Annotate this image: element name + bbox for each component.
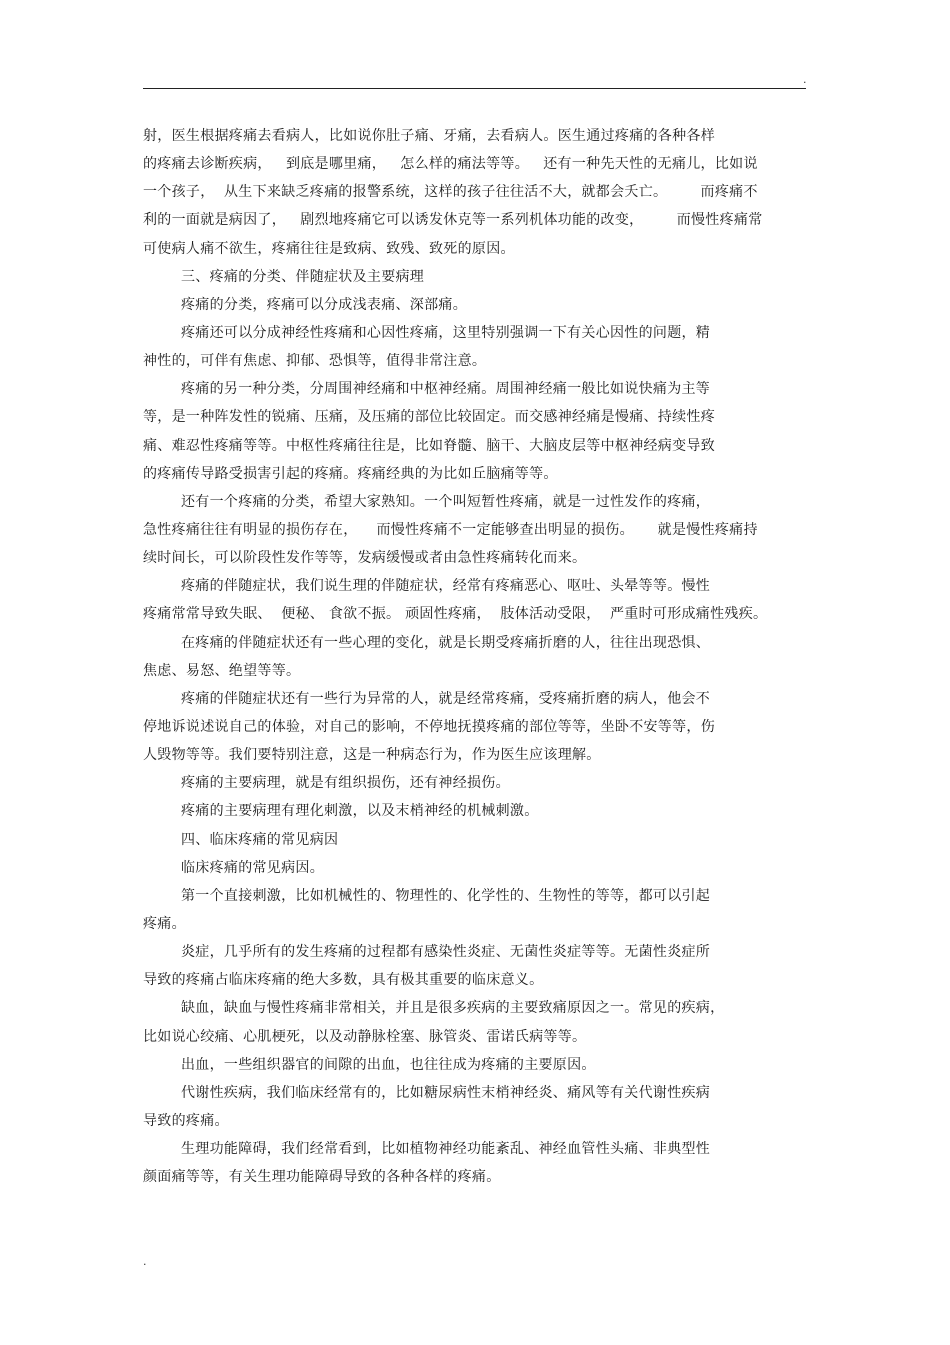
text-line: 四、临床疼痛的常见病因 xyxy=(181,831,339,848)
text-line: 续时间长，可以阶段性发作等等，发病缓慢或者由急性疼痛转化而来。 xyxy=(143,550,587,567)
document-body xyxy=(143,122,843,1191)
text-line: 比如说心绞痛、心肌梗死，以及动静脉栓塞、脉管炎、雷诺氏病等等。 xyxy=(143,1028,587,1045)
text-line: 的疼痛传导路受损害引起的疼痛。疼痛经典的为比如丘脑痛等等。 xyxy=(143,465,558,482)
text-line: 可使病人痛不欲生，疼痛往往是致病、致残、致死的原因。 xyxy=(143,240,515,257)
text-line: 导致的疼痛占临床疼痛的绝大多数，具有极其重要的临床意义。 xyxy=(143,972,544,989)
text-line: 疼痛的另一种分类，分周围神经痛和中枢神经痛。周围神经痛一般比如说快痛为主等 xyxy=(181,381,711,398)
header-dot: . xyxy=(803,73,807,86)
text-line: 疼痛的伴随症状，我们说生理的伴随症状，经常有疼痛恶心、呕吐、头晕等等。慢性 xyxy=(181,578,711,595)
text-line: 颜面痛等等，有关生理功能障碍导致的各种各样的疼痛。 xyxy=(143,1169,501,1186)
text-line: 还有一个疼痛的分类，希望大家熟知。一个叫短暂性疼痛，就是一过性发作的疼痛， xyxy=(181,493,711,510)
text-line: 急性疼痛往往有明显的损伤存在， 而慢性疼痛不一定能够查出明显的损伤。 就是慢性疼痛持 xyxy=(143,521,758,538)
text-line: 代谢性疾病，我们临床经常有的，比如糖尿病性末梢神经炎、痛风等有关代谢性疾病 xyxy=(181,1084,711,1101)
text-line: 导致的疼痛。 xyxy=(143,1112,229,1129)
text-line: 人毁物等等。我们要特别注意，这是一种病态行为，作为医生应该理解。 xyxy=(143,747,601,764)
text-line: 疼痛还可以分成神经性疼痛和心因性疼痛，这里特别强调一下有关心因性的问题，精 xyxy=(181,324,711,341)
text-line: 缺血，缺血与慢性疼痛非常相关，并且是很多疾病的主要致痛原因之一。常见的疾病， xyxy=(181,1000,725,1017)
text-line: 疼痛的伴随症状还有一些行为异常的人，就是经常疼痛，受疼痛折磨的病人，他会不 xyxy=(181,690,711,707)
text-line: 炎症，几乎所有的发生疼痛的过程都有感染性炎症、无菌性炎症等等。无菌性炎症所 xyxy=(181,944,711,961)
text-line: 出血，一些组织器官的间隙的出血，也往往成为疼痛的主要原因。 xyxy=(181,1056,596,1073)
text-line: 射，医生根据疼痛去看病人，比如说你肚子痛、牙痛，去看病人。医生通过疼痛的各种各样 xyxy=(143,128,715,144)
text-line: 疼痛。 xyxy=(143,915,186,932)
text-line: 临床疼痛的常见病因。 xyxy=(181,859,324,876)
text-line: 停地诉说述说自己的体验，对自己的影响，不停地抚摸疼痛的部位等等，坐卧不安等等，伤 xyxy=(143,718,715,735)
text-line: 疼痛常常导致失眠、 便秘、 食欲不振。 顽固性疼痛， 肢体活动受限， 严重时可形成痛性残疾。 xyxy=(143,606,768,623)
text-line: 神性的，可伴有焦虑、抑郁、恐惧等，值得非常注意。 xyxy=(143,353,487,370)
text-line: 痛、难忍性疼痛等等。中枢性疼痛往往是，比如脊髓、脑干、大脑皮层等中枢神经病变导致 xyxy=(143,437,715,454)
text-line: 在疼痛的伴随症状还有一些心理的变化，就是长期受疼痛折磨的人，往往出现恐惧、 xyxy=(181,634,711,651)
text-line: 的疼痛去诊断疾病， 到底是哪里痛， 怎么样的痛法等等。 还有一种先天性的无痛儿，比如说 xyxy=(143,156,758,173)
text-line: 三、疼痛的分类、伴随症状及主要病理 xyxy=(181,268,425,285)
text-line: 生理功能障碍，我们经常看到，比如植物神经功能紊乱、神经血管性头痛、非典型性 xyxy=(181,1141,711,1158)
text-line: 疼痛的分类，疼痛可以分成浅表痛、深部痛。 xyxy=(181,296,467,313)
footer-dot: . xyxy=(143,1255,147,1268)
text-line: 疼痛的主要病理，就是有组织损伤，还有神经损伤。 xyxy=(181,775,510,792)
text-line: 一个孩子， 从生下来缺乏疼痛的报警系统，这样的孩子往往活不大，就都会夭亡。 而疼痛不 xyxy=(143,184,758,201)
text-line: 焦虑、易怒、绝望等等。 xyxy=(143,662,301,679)
header-rule xyxy=(143,88,806,89)
text-line: 等，是一种阵发性的锐痛、压痛，及压痛的部位比较固定。而交感神经痛是慢痛、持续性疼 xyxy=(143,409,715,426)
text-line: 疼痛的主要病理有理化刺激，以及末梢神经的机械刺激。 xyxy=(181,803,539,820)
text-line: 第一个直接刺激，比如机械性的、物理性的、化学性的、生物性的等等，都可以引起 xyxy=(181,887,711,904)
text-line: 利的一面就是病因了， 剧烈地疼痛它可以诱发休克等一系列机体功能的改变， 而慢性疼痛常 xyxy=(143,212,763,229)
